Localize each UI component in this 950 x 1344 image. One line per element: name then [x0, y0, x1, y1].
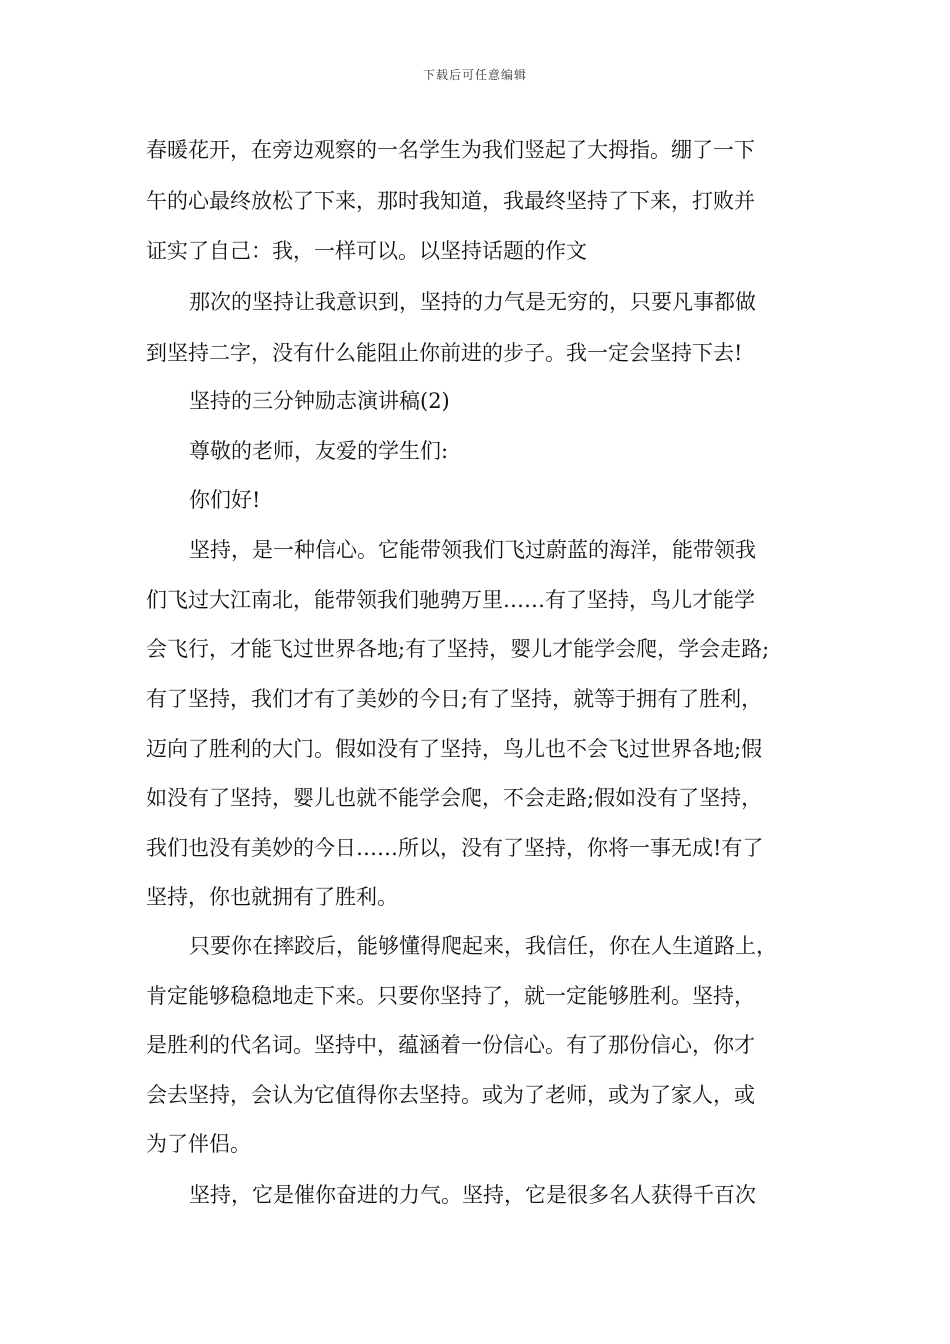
greeting: 你们好!: [189, 488, 261, 512]
text-line: 们飞过大江南北，能带领我们驰骋万里……有了坚持，鸟儿才能学: [146, 588, 755, 612]
section-title: 坚持的三分钟励志演讲稿(2): [189, 389, 450, 413]
text-line: 坚持，你也就拥有了胜利。: [146, 885, 398, 909]
paragraph-start: 坚持，是一种信心。它能带领我们飞过蔚蓝的海洋，能带领我: [189, 538, 756, 562]
text-line: 是胜利的代名词。坚持中，蕴涵着一份信心。有了那份信心，你才: [146, 1033, 755, 1057]
text-line: 有了坚持，我们才有了美妙的今日;有了坚持，就等于拥有了胜利，: [146, 687, 763, 711]
paragraph-start: 只要你在摔跤后，能够懂得爬起来，我信任，你在人生道路上，: [189, 934, 777, 958]
text-line: 肯定能够稳稳地走下来。只要你坚持了，就一定能够胜利。坚持，: [146, 984, 755, 1008]
text-line: 会去坚持，会认为它值得你去坚持。或为了老师，或为了家人，或: [146, 1083, 755, 1107]
text-line: 午的心最终放松了下来，那时我知道，我最终坚持了下来，打败并: [146, 189, 755, 213]
salutation: 尊敬的老师，友爱的学生们:: [189, 439, 449, 463]
paragraph-start: 那次的坚持让我意识到，坚持的力气是无穷的，只要凡事都做: [189, 290, 756, 314]
text-line: 春暖花开，在旁边观察的一名学生为我们竖起了大拇指。绷了一下: [146, 138, 755, 162]
paragraph-start: 坚持，它是催你奋进的力气。坚持，它是很多名人获得千百次: [189, 1183, 756, 1207]
page-header: 下载后可任意编辑: [422, 68, 527, 82]
text-line: 会飞行，才能飞过世界各地;有了坚持，婴儿才能学会爬，学会走路;: [146, 637, 770, 661]
text-line: 迈向了胜利的大门。假如没有了坚持，鸟儿也不会飞过世界各地;假: [146, 737, 763, 761]
text-line: 我们也没有美妙的今日……所以，没有了坚持，你将一事无成!有了: [146, 836, 764, 860]
text-line: 到坚持二字，没有什么能阻止你前进的步子。我一定会坚持下去!: [146, 341, 743, 365]
text-line: 如没有了坚持，婴儿也就不能学会爬，不会走路;假如没有了坚持，: [146, 786, 763, 810]
text-line: 为了伴侣。: [146, 1132, 251, 1156]
text-line: 证实了自己：我，一样可以。以坚持话题的作文: [146, 239, 587, 263]
